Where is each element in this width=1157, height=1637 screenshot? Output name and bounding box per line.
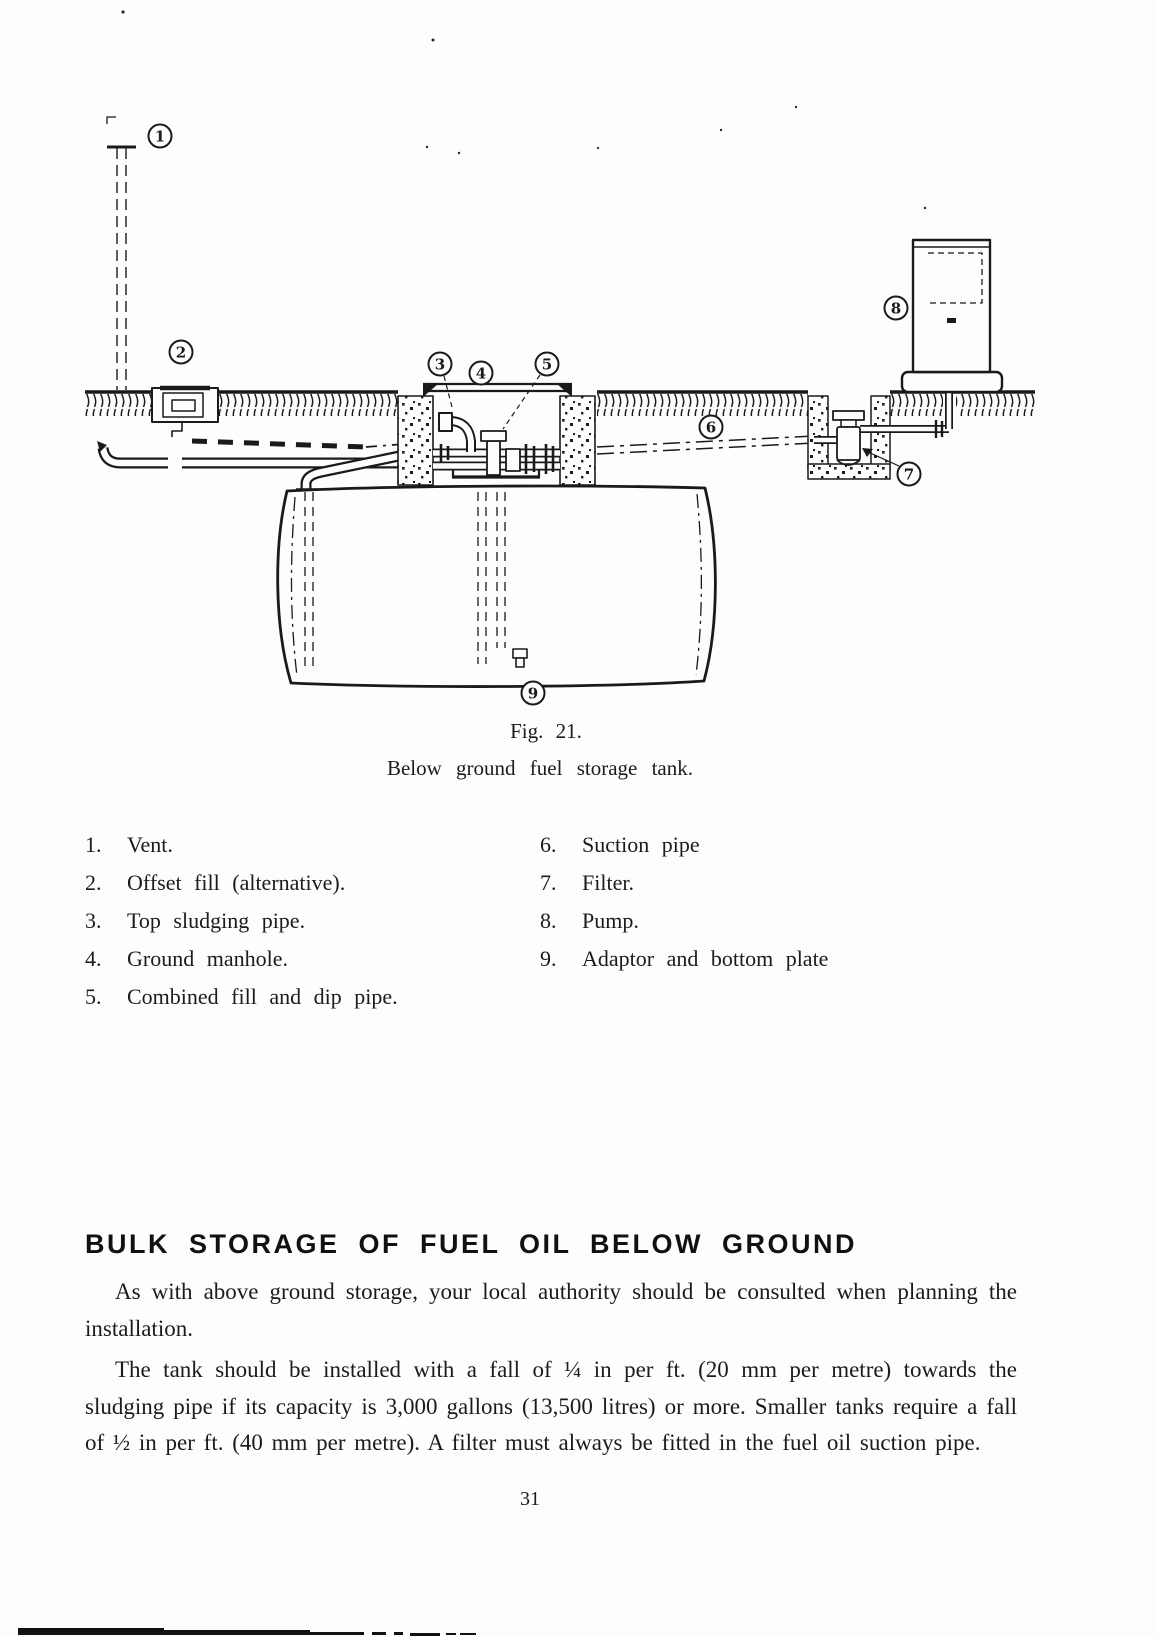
callout-9 — [522, 682, 545, 705]
legend-item-offset-fill — [85, 870, 525, 908]
figure-caption: Fig. 21. — [510, 719, 582, 743]
scan-artifact-bar — [310, 1632, 364, 1635]
legend-item-pump — [540, 908, 1040, 946]
svg-text:2: 2 — [175, 343, 187, 362]
legend-item-suction-pipe — [540, 832, 1040, 870]
legend-left-column — [85, 832, 525, 1022]
scan-noise-specks — [121, 10, 926, 209]
legend-label: Adaptor and bottom plate — [582, 946, 829, 971]
svg-text:9: 9 — [527, 684, 539, 703]
legend-number: 3. — [85, 908, 102, 933]
scan-artifact-bar — [164, 1630, 310, 1635]
legend-number: 9. — [540, 946, 557, 971]
vent-pipe — [107, 117, 136, 390]
filter-unit — [833, 411, 864, 465]
legend-number: 7. — [540, 870, 557, 895]
scan-artifact-bar — [410, 1633, 440, 1636]
legend-number: 1. — [85, 832, 102, 857]
legend-number: 5. — [85, 984, 102, 1009]
svg-text:1: 1 — [154, 127, 166, 146]
offset-fill-box — [152, 388, 218, 437]
svg-text:5: 5 — [541, 355, 553, 374]
legend-item-ground-manhole — [85, 946, 525, 984]
legend-number: 8. — [540, 908, 557, 933]
scan-artifact-bar — [460, 1633, 476, 1635]
svg-text:6: 6 — [705, 418, 717, 437]
paragraph-tank-installation: The tank should be installed with a fall of ¼ in per ft. (20 mm per metre) towards the sludging pipe if its capacity is 3,000 gallons (13,500 litres) or more. Smaller tanks require a fall of ½ in per ft. (40 mm per metre). A filter must always be fitted in the fuel oil suction pipe. — [85, 1357, 1017, 1455]
ground-manhole-chamber — [398, 384, 595, 485]
callout-7 — [898, 463, 921, 486]
fill-dip-pipe-cap — [481, 431, 506, 441]
legend-label: Top sludging pipe. — [127, 908, 306, 933]
legend-item-adaptor-bottom-plate — [540, 946, 1040, 984]
scan-artifact-bar — [372, 1632, 386, 1635]
svg-text:8: 8 — [890, 299, 902, 318]
callout-1 — [149, 125, 172, 148]
legend-item-combined-fill-dip-pipe — [85, 984, 525, 1022]
sludging-pipe-cap — [439, 413, 452, 431]
legend-item-top-sludging-pipe — [85, 908, 525, 946]
paragraph-local-authority: As with above ground storage, your local authority should be consulted when planning the installation. — [85, 1279, 1017, 1341]
svg-text:4: 4 — [475, 364, 487, 383]
legend-right-column — [540, 832, 1040, 984]
figure-subcaption: Below ground fuel storage tank. — [386, 756, 694, 780]
legend-label: Vent. — [127, 832, 173, 857]
callout-3 — [429, 353, 452, 376]
section-heading: BULK STORAGE OF FUEL OIL BELOW GROUND — [85, 1229, 858, 1259]
callout-8 — [885, 297, 908, 320]
callout-6 — [700, 416, 723, 439]
legend-label: Offset fill (alternative). — [127, 870, 346, 895]
scan-artifact-bar — [446, 1633, 456, 1635]
fuel-pump — [902, 240, 1002, 392]
storage-tank — [278, 486, 716, 687]
suction-pipe — [597, 436, 814, 454]
legend-label: Suction pipe — [582, 832, 700, 857]
legend-label: Ground manhole. — [127, 946, 288, 971]
scan-artifact-bar — [18, 1628, 164, 1635]
legend-number: 6. — [540, 832, 557, 857]
legend-item-vent — [85, 832, 525, 870]
callout-5 — [536, 353, 559, 376]
legend-label: Combined fill and dip pipe. — [127, 984, 398, 1009]
scan-artifact-bar — [394, 1632, 403, 1635]
legend-label: Filter. — [582, 870, 634, 895]
svg-text:3: 3 — [434, 355, 446, 374]
figure-21-diagram — [0, 0, 1157, 712]
svg-text:7: 7 — [903, 465, 915, 484]
callout-2 — [170, 341, 193, 364]
legend-number: 4. — [85, 946, 102, 971]
page-number: 31 — [520, 1488, 540, 1510]
legend-label: Pump. — [582, 908, 639, 933]
callout-4 — [470, 362, 493, 385]
legend-number: 2. — [85, 870, 102, 895]
legend-item-filter — [540, 870, 1040, 908]
